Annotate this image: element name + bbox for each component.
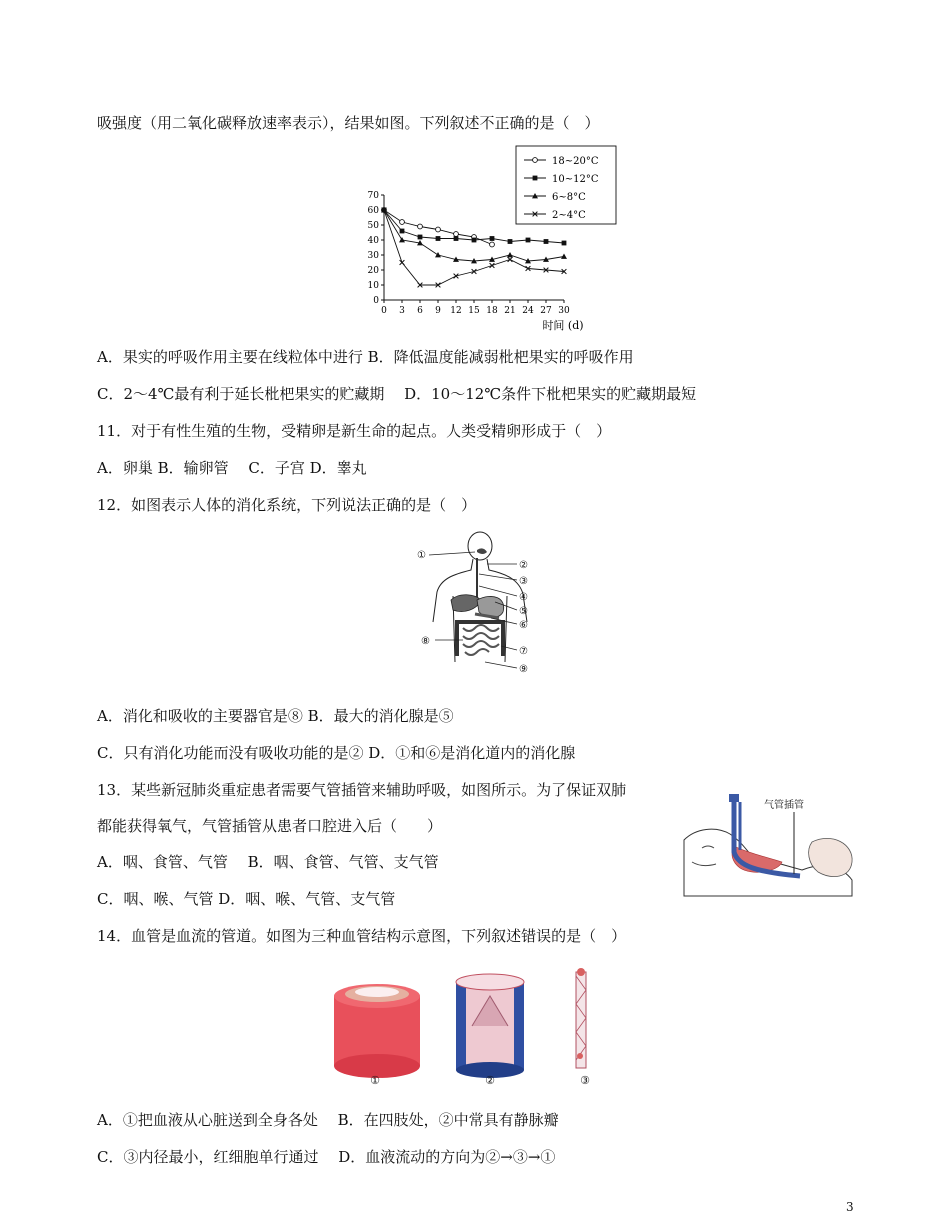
digestive-label-9: ⑨	[519, 664, 528, 675]
vessel-label-3: ③	[580, 1074, 590, 1087]
series-2-point	[472, 238, 477, 243]
capillary	[576, 968, 586, 1068]
salivary-gland	[477, 548, 487, 554]
x-tick-label: 18	[486, 306, 498, 316]
q14-options-ab: A．①把血液从心脏送到全身各处 B．在四肢处，②中常具有静脉瓣	[97, 1111, 559, 1129]
digestive-label-7: ⑦	[519, 646, 528, 657]
y-tick-label: 0	[373, 296, 379, 306]
x-tick-label: 30	[558, 306, 570, 316]
series-4-point	[400, 260, 405, 265]
series-4-point	[490, 263, 495, 268]
x-tick-label: 12	[450, 306, 462, 316]
legend-marker-2	[533, 176, 538, 181]
q13-options-cd: C．咽、喉、气管 D．咽、喉、气管、支气管	[97, 890, 396, 908]
series-1-point	[400, 220, 405, 225]
q14-options-cd: C．③内径最小，红细胞单行通过 D．血液流动的方向为②→③→①	[97, 1148, 556, 1166]
x-tick-label: 24	[522, 306, 534, 316]
legend-label-1: 18~20°C	[552, 156, 599, 167]
q13-stem-line1: 13．某些新冠肺炎重症患者需要气管插管来辅助呼吸，如图所示。为了保证双肺	[97, 781, 627, 799]
series-1-point	[436, 227, 441, 232]
q12-stem: 12．如图表示人体的消化系统，下列说法正确的是（ ）	[97, 496, 477, 514]
vessel-label-1: ①	[370, 1074, 380, 1087]
q10-options-ab: A．果实的呼吸作用主要在线粒体中进行 B．降低温度能减弱枇杷果实的呼吸作用	[97, 348, 634, 366]
series-2-point	[418, 235, 423, 240]
digestive-label-8: ⑧	[421, 636, 430, 647]
q11-options: A．卵巢 B．输卵管 C．子宫 D．睾丸	[97, 459, 367, 477]
y-tick-label: 30	[367, 251, 379, 261]
artery	[334, 984, 420, 1078]
respiration-chart	[330, 140, 620, 344]
y-tick-label: 50	[367, 221, 379, 231]
tube-connector	[729, 794, 739, 802]
series-3-point	[507, 252, 513, 257]
x-tick-label: 3	[399, 306, 405, 316]
blood-vessels-figure	[330, 966, 610, 1096]
q11-stem: 11．对于有性生殖的生物，受精卵是新生命的起点。人类受精卵形成于（ ）	[97, 422, 612, 440]
digestive-label-2: ②	[519, 560, 528, 571]
x-tick-label: 21	[504, 306, 516, 316]
intubation-label: 气管插管	[764, 800, 804, 811]
liver	[451, 595, 481, 612]
x-tick-label: 6	[417, 306, 423, 316]
chart-xlabel: 时间 (d)	[542, 319, 584, 332]
y-tick-label: 10	[367, 281, 379, 291]
vein	[456, 974, 524, 1078]
series-2-point	[526, 238, 531, 243]
digestive-label-1: ①	[417, 550, 426, 561]
intubation-figure	[682, 792, 860, 902]
series-1-point	[454, 232, 459, 237]
x-tick-label: 27	[540, 306, 552, 316]
series-2-point	[562, 241, 567, 246]
series-2-point	[400, 229, 405, 234]
digestive-label-3: ③	[519, 576, 528, 587]
series-1-point	[418, 224, 423, 229]
series-3-point	[399, 237, 405, 242]
series-4-point	[508, 257, 513, 262]
series-2-point	[454, 236, 459, 241]
q13-options-ab: A．咽、食管、气管 B．咽、食管、气管、支气管	[97, 853, 439, 871]
digestive-label-5: ⑤	[519, 606, 528, 617]
y-tick-label: 70	[367, 191, 379, 201]
x-tick-label: 9	[435, 306, 441, 316]
small-intestine	[463, 625, 499, 655]
y-tick-label: 20	[367, 266, 379, 276]
q13-stem-line2: 都能获得氧气，气管插管从患者口腔进入后（ ）	[97, 817, 443, 835]
chart-legend	[516, 146, 616, 224]
x-tick-label: 15	[468, 306, 480, 316]
q10-options-cd: C．2～4℃最有利于延长枇杷果实的贮藏期 D．10～12℃条件下枇杷果实的贮藏期最短	[97, 385, 697, 403]
y-tick-label: 60	[367, 206, 379, 216]
page-number: 3	[846, 1200, 854, 1214]
digestive-system-figure	[415, 530, 545, 682]
legend-label-2: 10~12°C	[552, 174, 599, 185]
series-2-point	[436, 236, 441, 241]
series-2-point	[490, 236, 495, 241]
q14-stem: 14．血管是血流的管道。如图为三种血管结构示意图，下列叙述错误的是（ ）	[97, 927, 627, 945]
series-2-point	[508, 239, 513, 244]
digestive-label-6: ⑥	[519, 620, 528, 631]
series-3-point	[561, 254, 567, 259]
q12-options-cd: C．只有消化功能而没有吸收功能的是② D．①和⑥是消化道内的消化腺	[97, 744, 576, 762]
respiration-chart-svg	[330, 140, 620, 340]
legend-marker-1	[533, 158, 538, 163]
x-tick-label: 0	[381, 306, 387, 316]
series-1-point	[490, 242, 495, 247]
series-3-point	[435, 252, 441, 257]
legend-label-4: 2~4°C	[552, 210, 586, 221]
vessel-label-2: ②	[485, 1074, 495, 1087]
q12-options-ab: A．消化和吸收的主要器官是⑧ B．最大的消化腺是⑤	[97, 707, 454, 725]
y-tick-label: 40	[367, 236, 379, 246]
digestive-label-4: ④	[519, 592, 528, 603]
legend-label-3: 6~8°C	[552, 192, 586, 203]
series-2-point	[544, 239, 549, 244]
q10-stem-tail: 吸强度（用二氧化碳释放速率表示），结果如图。下列叙述不正确的是（ ）	[97, 114, 600, 132]
